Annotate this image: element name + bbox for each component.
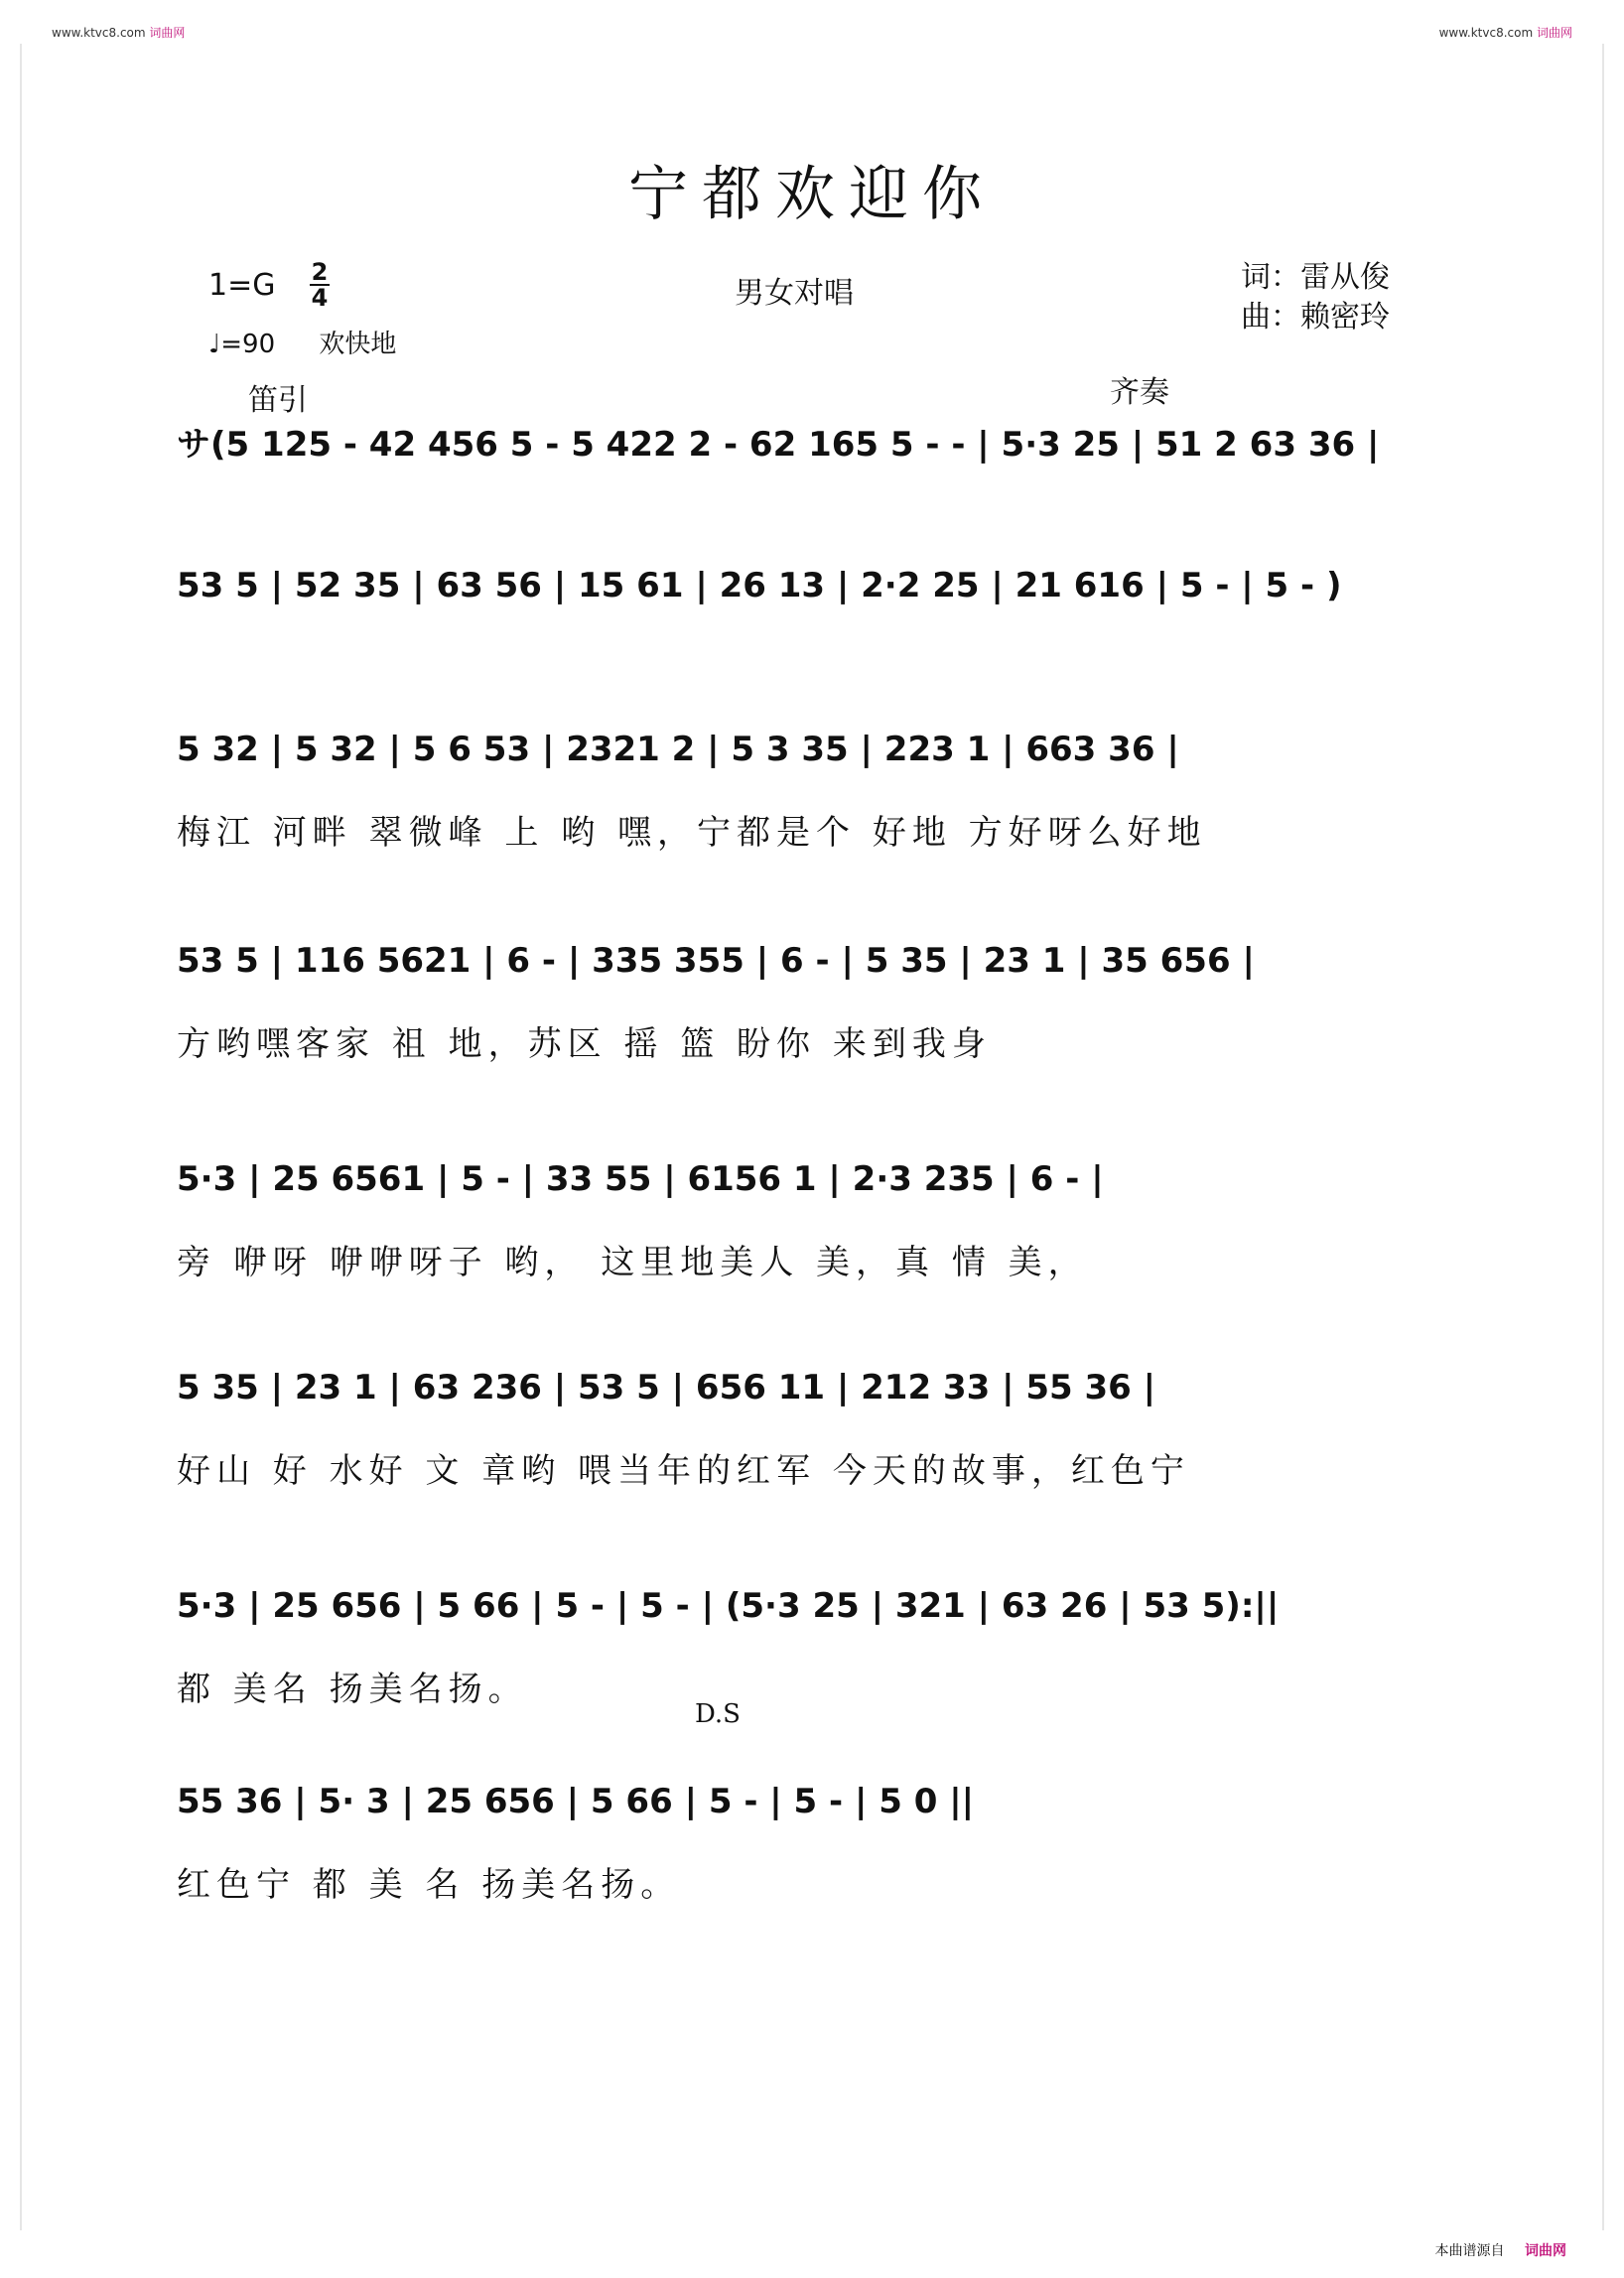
notes: 5 32 | 5 32 | 5 6 53 | 2321 2 | 5 3 35 | 223 1 | 663 36 | [177, 730, 1179, 769]
notes: 5·3 | 25 656 | 5 66 | 5 - | 5 - | (5·3 25 | 321 | 63 26 | 53 5):|| [177, 1586, 1280, 1626]
header-brand: 词曲网 [149, 26, 186, 40]
lyricist: 词：雷从俊 [1241, 260, 1390, 295]
credits [1241, 258, 1390, 337]
notes: 5 35 | 23 1 | 63 236 | 53 5 | 656 11 | 212 33 | 55 36 | [177, 1368, 1156, 1407]
staff-line-5 [177, 1159, 1447, 1283]
footer [1435, 2240, 1566, 2260]
header-right [1439, 24, 1572, 41]
notes: 55 36 | 5· 3 | 25 656 | 5 66 | 5 - | 5 - | 5 0 || [177, 1782, 975, 1821]
ds-label: D.S [695, 1699, 741, 1729]
header-url-right[interactable]: www.ktvc8.com [1438, 26, 1534, 40]
staff-line-1 [177, 417, 1447, 466]
header-url[interactable]: www.ktvc8.com [52, 26, 146, 40]
lyrics: 红色宁 都 美 名 扬美名扬。 [177, 1865, 681, 1905]
composer: 曲：赖密玲 [1241, 300, 1390, 335]
tempo-row [208, 324, 396, 360]
lyrics: 方哟嘿客家 祖 地，苏区 摇 篮 盼你 来到我身 [177, 1024, 992, 1064]
lyrics: 好山 好 水好 文 章哟 喂当年的红军 今天的故事，红色宁 [177, 1451, 1190, 1491]
footer-brand[interactable]: 词曲网 [1525, 2243, 1566, 2259]
notes: 53 5 | 116 5621 | 6 - | 335 355 | 6 - | 5 35 | 23 1 | 35 656 | [177, 941, 1255, 981]
staff-line-7 [177, 1586, 1447, 1710]
mood: 欢快地 [319, 330, 397, 359]
staff-line-8 [177, 1782, 1447, 1906]
right-border [1602, 44, 1604, 2230]
song-title: 宁都欢迎你 [628, 160, 996, 229]
notes: サ(5 125 - 42 456 5 - 5 422 2 - 62 165 5 - - | 5·3 25 | 51 2 63 36 | [177, 425, 1380, 465]
notes: 5·3 | 25 6561 | 5 - | 33 55 | 6156 1 | 2·3 235 | 6 - | [177, 1159, 1104, 1199]
lyrics: 都 美名 扬美名扬。 [177, 1670, 528, 1709]
performance-style: 男女对唱 [735, 276, 854, 311]
staff-line-3 [177, 730, 1447, 854]
notes: 53 5 | 52 35 | 63 56 | 15 61 | 26 13 | 2·2 25 | 21 616 | 5 - | 5 - ) [177, 566, 1342, 605]
left-border [20, 44, 22, 2230]
staff-line-6 [177, 1368, 1447, 1492]
ensemble-label: 齐奏 [1110, 375, 1169, 410]
tempo: ♩=90 [208, 330, 276, 359]
lyrics: 梅江 河畔 翠微峰 上 哟 嘿，宁都是个 好地 方好呀么好地 [177, 813, 1207, 853]
lyrics: 旁 咿呀 咿咿呀子 哟， 这里地美人 美，真 情 美， [177, 1243, 1088, 1282]
intro-label: 笛引 [248, 383, 308, 418]
header-brand-right: 词曲网 [1536, 26, 1572, 40]
time-signature-bottom: 4 [311, 284, 329, 312]
staff-line-2 [177, 566, 1447, 605]
staff-line-4 [177, 941, 1447, 1065]
header-left [52, 24, 185, 41]
footer-source: 本曲谱源自 [1434, 2243, 1505, 2259]
time-signature-top: 2 [311, 258, 329, 286]
time-signature [310, 260, 330, 310]
key-signature: 1=G [208, 268, 276, 303]
